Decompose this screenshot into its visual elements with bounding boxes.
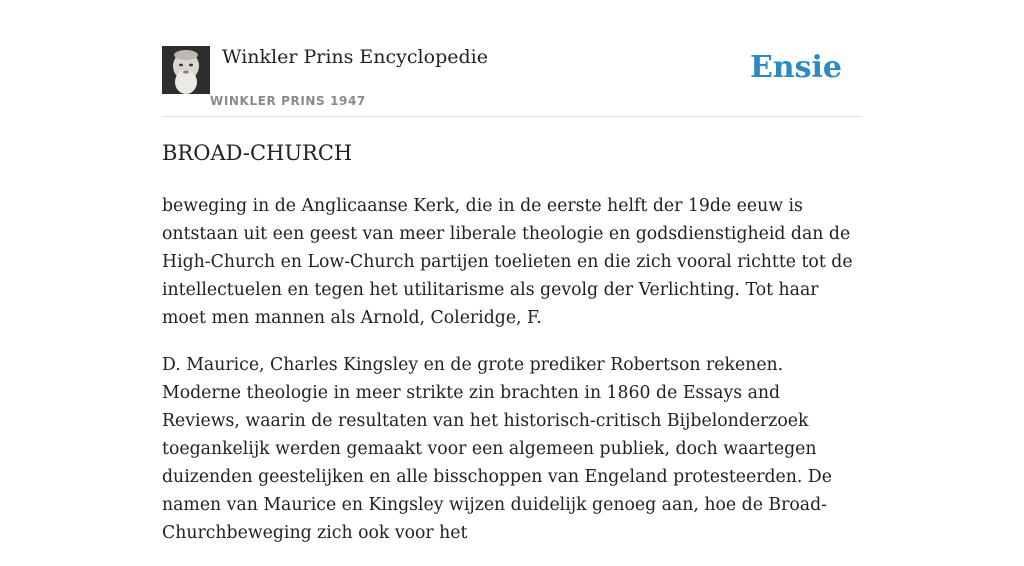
article-body [162, 192, 862, 566]
source-header [162, 46, 862, 117]
article-title: BROAD-CHURCH [162, 141, 353, 165]
portrait-avatar[interactable] [162, 46, 210, 94]
article-paragraph: D. Maurice, Charles Kingsley en de grote prediker Robertson rekenen. Moderne theologie in meer strikte zin brachten in 1860 de Essays and Reviews, waarin de resultaten van het historisch-critisch Bijbelonderzoek toegankelijk werden gemaakt voor een algemeen publiek, doch waartegen duizenden geestelijken en alle bisschoppen van Engeland protesteerden. De namen van Maurice en Kingsley wijzen duidelijk genoeg aan, hoe de Broad-Churchbeweging zich ook voor het [162, 355, 832, 543]
source-subtitle[interactable]: WINKLER PRINS 1947 [210, 94, 366, 108]
article-paragraph: beweging in de Anglicaanse Kerk, die in de eerste helft der 19de eeuw is ontstaan uit een geest van meer liberale theologie en godsdienstigheid dan de High-Church en Low-Church partijen toelieten en die zich vooral richtte tot de intellectuelen en tegen het utilitarisme als gevolg der Verlichting. Tot haar moet men mannen als Arnold, Coleridge, F. [162, 196, 853, 328]
source-title[interactable]: Winkler Prins Encyclopedie [222, 46, 488, 68]
portrait-icon [162, 46, 210, 94]
ensie-logo[interactable]: Ensie [749, 50, 842, 85]
